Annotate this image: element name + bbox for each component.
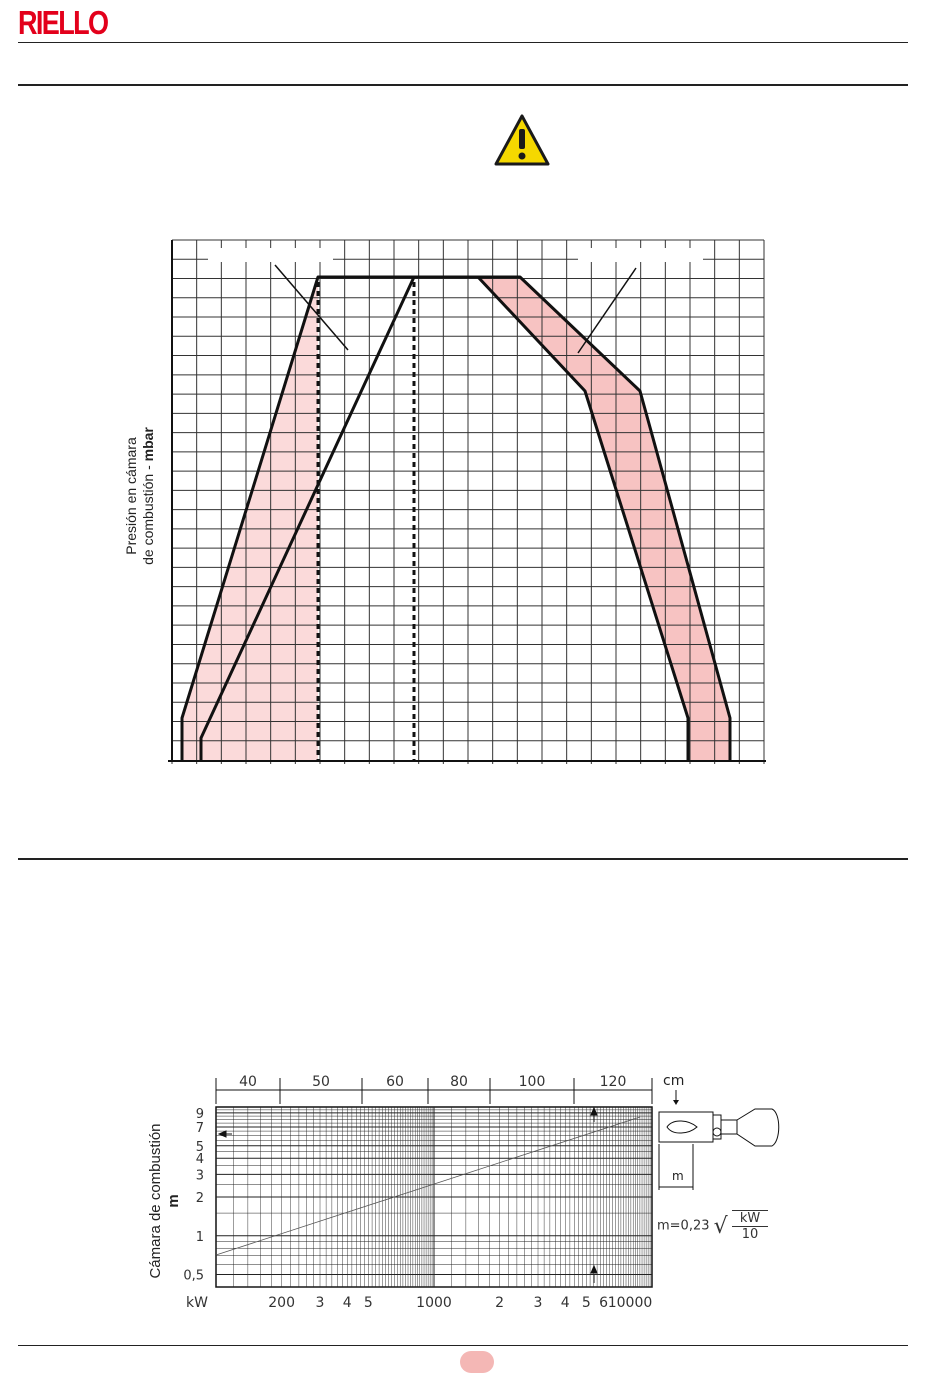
formula-denominator: 10 [741, 1227, 759, 1242]
chart1-shaded-regions [174, 277, 730, 760]
diagram-unit-cm: cm [663, 1073, 685, 1089]
chart2-x-tick-label: 3 [533, 1295, 543, 1311]
chart2-top-tick-label: 120 [599, 1074, 627, 1090]
chart1-ylabel-line1: Presión en cámara [123, 437, 139, 555]
chart2-top-tick-label: 40 [239, 1074, 257, 1090]
chart2-y-tick-label: 9 [195, 1106, 204, 1122]
chart2-ylabel-unit: m [165, 1194, 182, 1208]
chart2-tick-labels [183, 1107, 652, 1311]
chart2-top-tick-label: 50 [312, 1074, 330, 1090]
chart2-x-tick-label: 10000 [607, 1295, 653, 1311]
chart2-y-tick-label: 1 [195, 1229, 204, 1245]
chart1-region-band [478, 277, 730, 760]
chart2-x-tick-label: 1000 [416, 1295, 452, 1311]
chart1-dashed-lines [318, 282, 414, 760]
chart2-x-tick-label: 4 [560, 1295, 570, 1311]
chart1-region-left [182, 277, 318, 760]
brand-logo: RIELLO [18, 4, 108, 41]
section-divider-middle [18, 858, 908, 860]
chart2-y-tick-label: 4 [195, 1152, 204, 1168]
chart2-y-tick-label: 3 [195, 1168, 204, 1184]
chart2-ylabel-line1: Cámara de combustión [147, 1123, 164, 1279]
chart2-top-tick-label: 80 [450, 1074, 468, 1090]
chart1-callouts [208, 248, 703, 353]
chart2-y-tick-label: 7 [195, 1120, 204, 1136]
chart2-x-tick-label: 200 [268, 1295, 295, 1311]
formula-numerator: kW [732, 1211, 768, 1227]
chart2-top-tick-label: 60 [386, 1074, 404, 1090]
chart2-x-tick-label: 2 [495, 1295, 505, 1311]
chart1-ylabel-prefix: de combustión - [140, 461, 156, 565]
chart2-x-tick-label: 3 [315, 1295, 325, 1311]
chart1-label-box-right [578, 248, 703, 262]
chart2-x-unit: kW [186, 1295, 208, 1311]
chart2-x-tick-label: 5 [581, 1295, 591, 1311]
chart2-x-tick-label: 6 [599, 1295, 609, 1311]
chart1-label-box-left [208, 248, 333, 262]
chart2-y-tick-label: 5 [195, 1139, 204, 1155]
footer-divider [18, 1345, 908, 1346]
chart2-top-scale [216, 1074, 652, 1104]
chart2-x-tick-label: 5 [363, 1295, 373, 1311]
chart1-ylabel-unit: mbar [140, 427, 156, 462]
chart1-leader-right [578, 268, 636, 353]
diagram-label-m: m [672, 1169, 684, 1183]
chart2-plot [0, 1060, 950, 1320]
sizing-formula: m=0,23 √ $\frac{kW}{10}$ [657, 1210, 768, 1242]
chart2-x-tick-label: 4 [342, 1295, 352, 1311]
chart2-y-tick-label: 0,5 [183, 1268, 204, 1284]
chart2-y-tick-label: 2 [195, 1191, 204, 1206]
formula-prefix: m=0,23 [657, 1218, 710, 1234]
combustion-chamber-diagram [655, 1068, 790, 1190]
chart2-top-tick-label: 100 [518, 1074, 546, 1090]
